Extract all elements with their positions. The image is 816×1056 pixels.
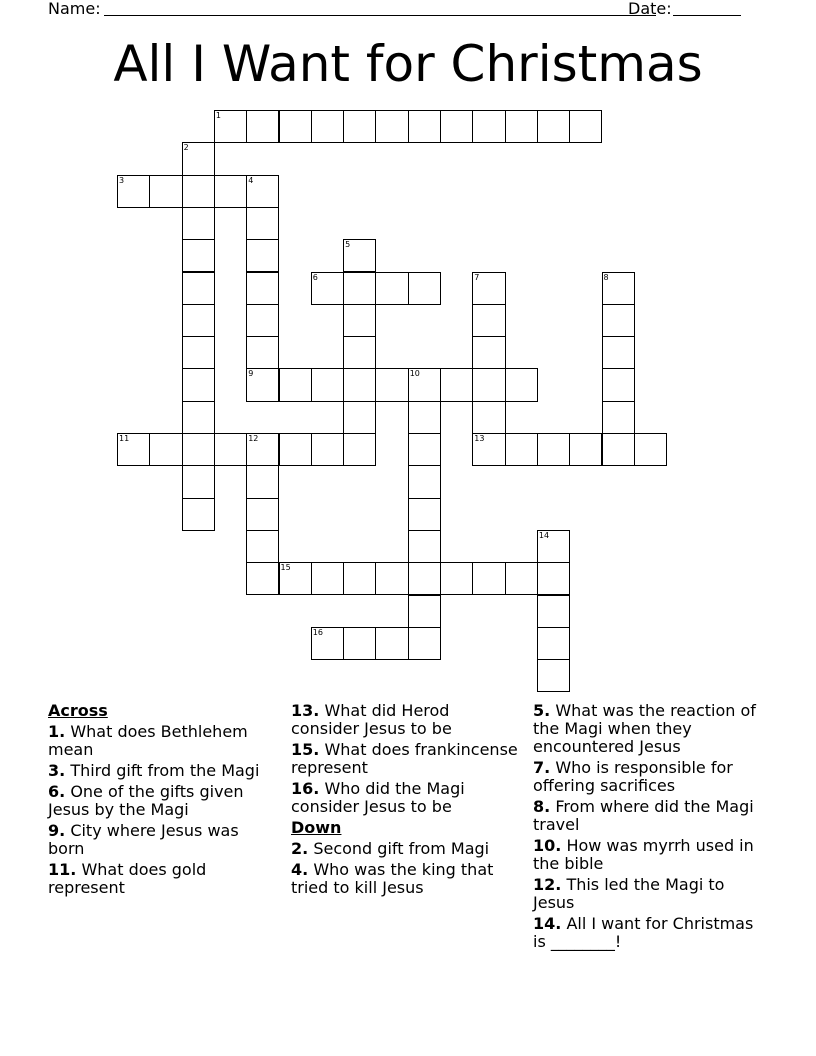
grid-cell[interactable] [505,433,538,466]
clue-number-label: 12 [248,434,259,443]
clue-number-label: 2 [183,143,189,153]
grid-cell[interactable] [214,110,247,143]
grid-cell[interactable] [246,465,279,498]
grid-cell[interactable] [182,239,215,272]
clue-down-7: 7. Who is responsible for offering sacrifices [533,758,733,795]
grid-cell[interactable] [505,110,538,143]
grid-cell[interactable] [408,562,441,595]
grid-cell[interactable] [182,368,215,401]
grid-cell[interactable] [408,465,441,498]
grid-cell[interactable] [569,110,602,143]
clue-across-15: 15. What does frankincense represent [291,740,518,777]
clue-number-label: 11 [119,434,130,443]
clue-down-12: 12. This led the Magi to Jesus [533,875,725,912]
grid-cell[interactable] [472,562,505,595]
grid-cell[interactable] [440,368,473,401]
grid-cell[interactable] [472,368,505,401]
down-heading: Down [291,818,342,837]
grid-cell[interactable] [472,304,505,337]
grid-cell[interactable] [505,368,538,401]
grid-cell[interactable] [246,498,279,531]
name-label: Name: [48,0,101,18]
grid-cell[interactable] [343,433,376,466]
grid-cell[interactable] [246,433,279,466]
grid-cell[interactable] [602,368,635,401]
grid-cell[interactable] [182,142,215,175]
grid-cell[interactable] [472,433,505,466]
grid-cell[interactable] [472,272,505,305]
clue-number-label: 16 [312,627,323,637]
grid-cell[interactable] [246,368,279,401]
grid-cell[interactable] [537,595,570,628]
grid-cell[interactable] [279,368,312,401]
clue-down-5: 5. What was the reaction of the Magi when they encountered Jesus [533,701,756,756]
clue-across-13: 13. What did Herod consider Jesus to be [291,701,452,738]
grid-cell[interactable] [375,562,408,595]
grid-cell[interactable] [634,433,667,466]
grid-cell[interactable] [246,530,279,563]
grid-cell[interactable] [602,272,635,305]
clue-number-label: 8 [603,272,609,282]
grid-cell[interactable] [182,498,215,531]
clue-number-label: 14 [538,530,550,540]
grid-cell[interactable] [246,304,279,337]
grid-cell[interactable] [343,627,376,660]
grid-cell[interactable] [149,433,182,466]
grid-cell[interactable] [246,272,279,305]
grid-cell[interactable] [343,562,376,595]
grid-cell[interactable] [375,368,408,401]
grid-cell[interactable] [182,433,215,466]
grid-cell[interactable] [117,175,150,208]
grid-cell[interactable] [440,110,473,143]
grid-cell[interactable] [246,175,279,208]
clue-column-3 [533,702,758,954]
clue-number-label: 7 [474,272,480,282]
grid-cell[interactable] [182,272,215,305]
grid-cell[interactable] [537,659,570,692]
grid-cell[interactable] [375,627,408,660]
grid-cell[interactable] [472,336,505,369]
grid-cell[interactable] [311,627,344,660]
clue-across-6: 6. One of the gifts given Jesus by the Magi [48,782,244,819]
grid-cell[interactable] [602,304,635,337]
clue-down-14: 14. All I want for Christmas is ________! [533,914,754,951]
grid-cell[interactable] [246,207,279,240]
clue-across-3: 3. Third gift from the Magi [48,761,260,780]
grid-cell[interactable] [214,433,247,466]
grid-cell[interactable] [343,110,376,143]
grid-cell[interactable] [408,627,441,660]
grid-cell[interactable] [343,239,376,272]
grid-cell[interactable] [182,401,215,434]
clue-number-label: 10 [409,369,420,379]
grid-cell[interactable] [408,595,441,628]
clue-across-16: 16. Who did the Magi consider Jesus to be [291,779,465,816]
grid-cell[interactable] [279,562,312,595]
grid-cell[interactable] [311,368,344,401]
grid-cell[interactable] [343,401,376,434]
clue-number-label: 4 [248,175,254,185]
grid-cell[interactable] [343,368,376,401]
grid-cell[interactable] [375,110,408,143]
grid-cell[interactable] [602,433,635,466]
clue-down-10: 10. How was myrrh used in the bible [533,836,754,873]
grid-cell[interactable] [246,562,279,595]
grid-cell[interactable] [440,562,473,595]
grid-cell[interactable] [311,433,344,466]
grid-cell[interactable] [311,110,344,143]
clue-across-9: 9. City where Jesus was born [48,821,239,858]
clue-down-8: 8. From where did the Magi travel [533,797,754,834]
grid-cell[interactable] [408,433,441,466]
grid-cell[interactable] [149,175,182,208]
across-heading: Across [48,701,108,720]
grid-cell[interactable] [537,627,570,660]
grid-cell[interactable] [537,562,570,595]
grid-cell[interactable] [311,562,344,595]
grid-cell[interactable] [182,207,215,240]
grid-cell[interactable] [343,336,376,369]
grid-cell[interactable] [182,465,215,498]
grid-cell[interactable] [246,110,279,143]
grid-cell[interactable] [182,336,215,369]
grid-cell[interactable] [246,336,279,369]
grid-cell[interactable] [602,401,635,434]
grid-cell[interactable] [505,562,538,595]
clue-number-label: 1 [215,111,221,120]
grid-cell[interactable] [537,433,570,466]
clue-number-label: 13 [474,434,485,443]
clue-across-1: 1. What does Bethlehem mean [48,722,248,759]
grid-cell[interactable] [408,368,441,401]
grid-cell[interactable] [408,530,441,563]
grid-cell[interactable] [279,110,312,143]
grid-cell[interactable] [408,401,441,434]
grid-cell[interactable] [569,433,602,466]
grid-cell[interactable] [279,433,312,466]
grid-cell[interactable] [602,336,635,369]
clue-number-label: 6 [312,272,318,282]
grid-cell[interactable] [182,175,215,208]
grid-cell[interactable] [311,272,344,305]
clue-number-label: 3 [119,175,125,185]
clue-down-2: 2. Second gift from Magi [291,839,490,858]
grid-cell[interactable] [472,401,505,434]
grid-cell[interactable] [343,304,376,337]
grid-cell[interactable] [182,304,215,337]
grid-cell[interactable] [408,498,441,531]
clue-column-1 [48,702,274,900]
grid-cell[interactable] [343,272,376,305]
clue-column-2 [291,702,519,900]
date-label: Date: [628,0,672,18]
grid-cell[interactable] [408,110,441,143]
clue-number-label: 9 [248,369,254,379]
clue-across-11: 11. What does gold represent [48,860,207,897]
page-title: All I Want for Christmas [113,35,703,93]
grid-cell[interactable] [214,175,247,208]
grid-cell[interactable] [117,433,150,466]
grid-cell[interactable] [246,239,279,272]
clue-down-4: 4. Who was the king that tried to kill Jesus [291,860,494,897]
clue-number-label: 5 [345,240,351,250]
grid-cell[interactable] [537,530,570,563]
grid-cell[interactable] [375,272,408,305]
grid-cell[interactable] [472,110,505,143]
grid-cell[interactable] [408,272,441,305]
clue-number-label: 15 [280,563,291,573]
grid-cell[interactable] [537,110,570,143]
